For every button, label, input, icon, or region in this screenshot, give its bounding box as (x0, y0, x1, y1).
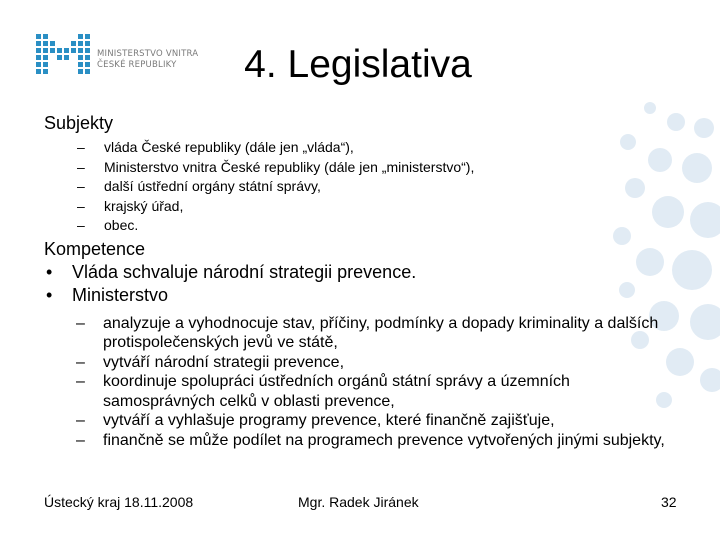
bubble (690, 304, 720, 340)
ministry-item: – finančně se může podílet na programech prevence vytvořených jinými subjekty, (72, 431, 673, 451)
ministry-competence-list (72, 314, 684, 451)
competence-bullet-ministry: • Ministerstvo (44, 284, 684, 308)
footer-author: Mgr. Radek Jiránek (298, 494, 419, 510)
logo-line-2: ČESKÉ REPUBLIKY (97, 60, 177, 70)
page-number: 32 (661, 494, 677, 510)
ministry-item: – vytváří národní strategii prevence, (72, 353, 673, 373)
subject-item: – vláda České republiky (dále jen „vláda“), (72, 138, 684, 158)
logo-line-1: MINISTERSTVO VNITRA (97, 49, 199, 59)
competence-bullet-government: • Vláda schvaluje národní strategii prevence. (44, 261, 684, 285)
slide-title-text: 4. Legislativa (244, 43, 472, 86)
competence-heading: Kompetence (44, 238, 146, 259)
subject-item: – další ústřední orgány státní správy, (72, 177, 684, 197)
bubble (694, 118, 714, 138)
subject-item: – krajský úřad, (72, 197, 684, 217)
slide-title (0, 41, 720, 89)
bubble (690, 202, 720, 238)
subject-item: – obec. (72, 216, 684, 236)
ministry-item: – analyzuje a vyhodnocuje stav, příčiny, podmínky a dopady kriminality a dalších protispolečenských jevů ve státě, (72, 314, 673, 353)
subjects-heading: Subjekty (44, 113, 114, 133)
ministry-item: – koordinuje spolupráci ústředních orgánů státní správy a územních samosprávných celků v oblasti prevence, (72, 372, 673, 411)
ministry-item: – vytváří a vyhlašuje programy prevence, které finančně zajišťuje, (72, 411, 673, 431)
competence-list (44, 261, 684, 308)
subjects-list (72, 138, 684, 236)
footer-date: Ústecký kraj 18.11.2008 (44, 494, 194, 510)
subject-item: – Ministerstvo vnitra České republiky (dále jen „ministerstvo“), (72, 158, 684, 178)
slide-body (44, 112, 684, 450)
bubble (700, 368, 720, 392)
bubble (682, 153, 712, 183)
